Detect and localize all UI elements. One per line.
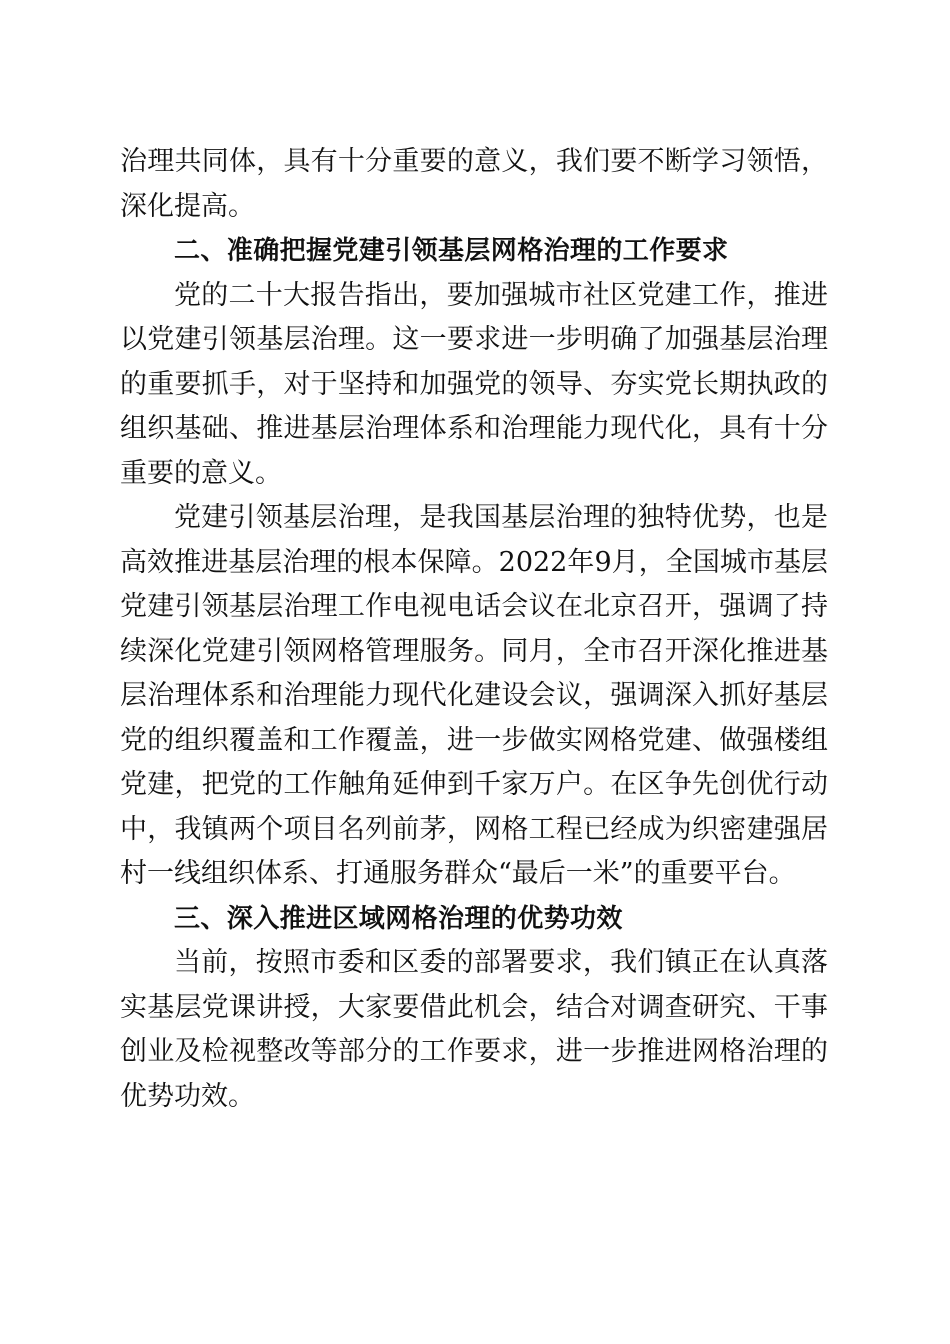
section3-paragraph-1: 当前，按照市委和区委的部署要求，我们镇正在认真落实基层党课讲授，大家要借此机会，结合对调查研究、干事创业及检视整改等部分的工作要求，进一步推进网格治理的优势功效。 xyxy=(120,947,828,1112)
document-body xyxy=(120,140,828,1119)
section-heading-2: 二、准确把握党建引领基层网格治理的工作要求 xyxy=(174,236,729,266)
continuation-paragraph: 治理共同体，具有十分重要的意义，我们要不断学习领悟，深化提高。 xyxy=(120,146,828,222)
section2-paragraph-2: 党建引领基层治理，是我国基层治理的独特优势，也是高效推进基层治理的根本保障。2022年9月，全国城市基层党建引领基层治理工作电视电话会议在北京召开，强调了持续深化党建引领网格管理服务。同月，全市召开深化推进基层治理体系和治理能力现代化建设会议，强调深入抓好基层党的组织覆盖和工作覆盖，进一步做实网格党建、做强楼组党建，把党的工作触角延伸到千家万户。在区争先创优行动中，我镇两个项目名列前茅，网格工程已经成为织密建强居村一线组织体系、打通服务群众“最后一米”的重要平台。 xyxy=(120,502,828,889)
section-heading-3: 三、深入推进区域网格治理的优势功效 xyxy=(174,903,623,934)
section2-paragraph-1: 党的二十大报告指出，要加强城市社区党建工作，推进以党建引领基层治理。这一要求进一步明确了加强基层治理的重要抓手，对于坚持和加强党的领导、夯实党长期执政的组织基础、推进基层治理体系和治理能力现代化，具有十分重要的意义。 xyxy=(120,279,828,489)
